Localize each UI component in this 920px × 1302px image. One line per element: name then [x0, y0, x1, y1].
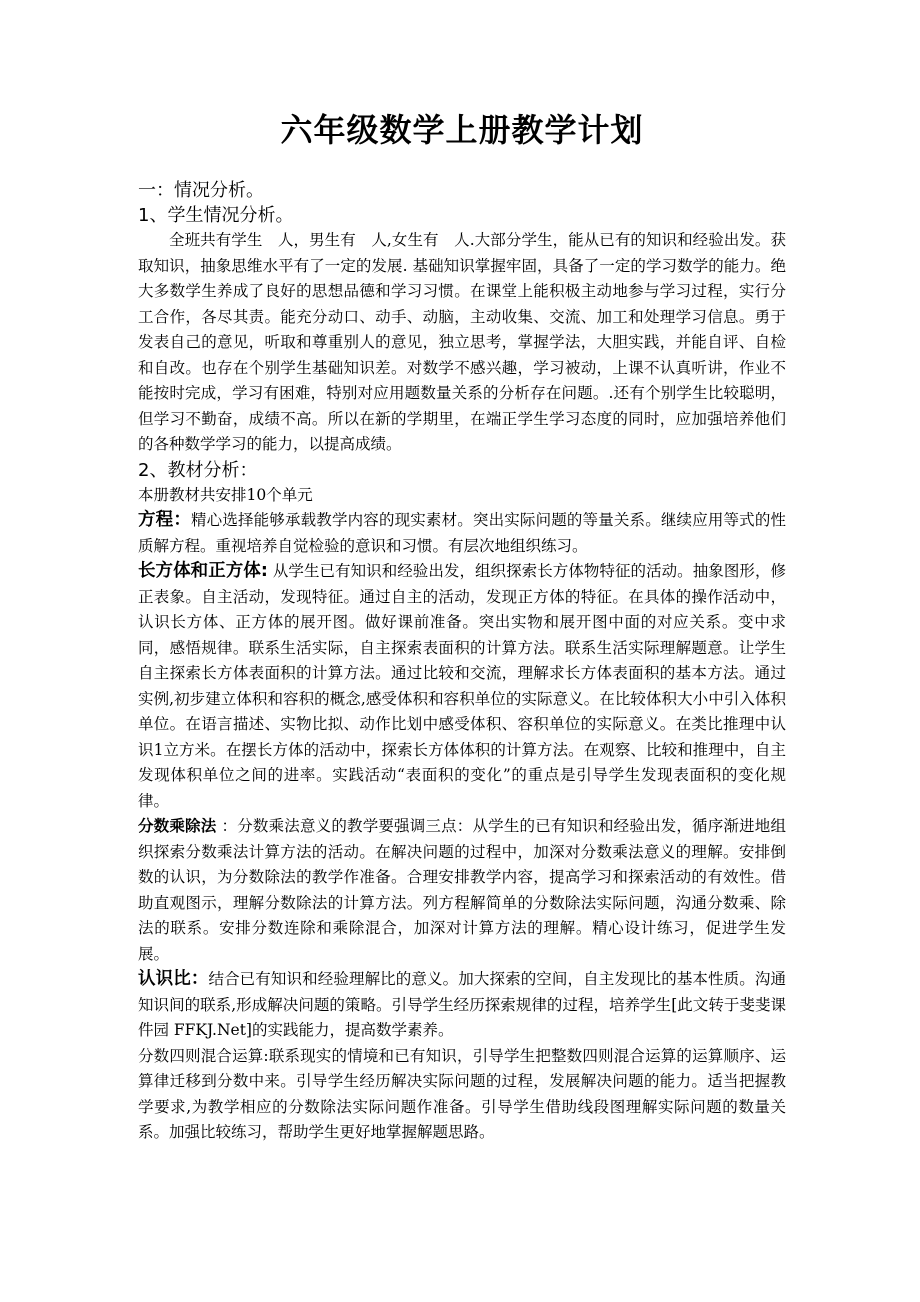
document-page	[138, 110, 786, 1146]
page-title: 六年级数学上册教学计划	[280, 111, 644, 149]
students-paragraph: 全班共有学生 人，男生有 人,女生有 人.大部分学生，能从已有的知识和经验出发。获取知识，抽象思维水平有了一定的发展. 基础知识掌握牢固，具备了一定的学习数学的能力。绝大多数学生养成了良好的思想品德和学习习惯。在课堂上能积极主动地参与学习过程，实行分工合作，各尽其责。能充分动口、动手、动脑，主动收集、交流、加工和处理学习信息。勇于发表自己的意见，听取和尊重别人的意见，独立思考，掌握学法，大胆实践，并能自评、自检和自改。也存在个别学生基础知识差。对数学不感兴趣，学习被动，上课不认真听讲，作业不能按时完成，学习有困难，特别对应用题数量关系的分析存在问题。.还有个别学生比较聪明，但学习不勤奋，成绩不高。所以在新的学期里，在端正学生学习态度的同时，应加强培养他们的各种数学学习的能力，以提高成绩。	[138, 231, 786, 453]
equation-label: 方程：	[138, 510, 191, 530]
equation-text: 精心选择能够承载教学内容的现实素材。突出实际问题的等量关系。继续应用等式的性质解方程。重视培养自觉检验的意识和习惯。有层次地组织练习。	[138, 511, 787, 555]
cuboid-paragraph	[138, 559, 786, 814]
ratio-label: 认识比：	[138, 969, 209, 989]
subheading-students: 1、学生情况分析。	[138, 205, 294, 226]
cuboid-label: 长方体和正方体:	[138, 561, 268, 581]
fraction-paragraph	[138, 814, 786, 967]
cuboid-text: 从学生已有知识和经验出发，组织探索长方体物特征的活动。抽象图形，修正表象。自主活动，发现特征。通过自主的活动，发现正方体的特征。在具体的操作活动中，认识长方体、正方体的展开图。做好课前准备。突出实物和展开图中面的对应关系。变中求同，感悟规律。联系生活实际，自主探索表面积的计算方法。联系生活实际理解题意。让学生自主探索长方体表面积的计算方法。通过比较和交流，理解求长方体表面积的基本方法。通过实例,初步建立体积和容积的概念,感受体积和容积单位的实际意义。在比较体积大小中引入体积单位。在语言描述、实物比拟、动作比划中感受体积、容积单位的实际意义。在类比推理中认识1立方米。在摆长方体的活动中，探索长方体体积的计算方法。在观察、比较和推理中，自主发现体积单位之间的进率。实践活动“表面积的变化”的重点是引导学生发现表面积的变化规律。	[138, 562, 786, 810]
ratio-paragraph	[138, 967, 786, 1044]
units-line: 本册教材共安排10个单元	[138, 485, 313, 504]
subheading-textbook: 2、教材分析：	[138, 459, 258, 481]
fraction-text: ：分数乘法意义的教学要强调三点：从学生的已有知识和经验出发，循序渐进地组织探索分数乘法计算方法的活动。在解决问题的过程中，加深对分数乘法意义的理解。安排倒数的认识，为分数除法的教学作准备。合理安排教学内容，提高学习和探索活动的有效性。借助直观图示，理解分数除法的计算方法。列方程解简单的分数除法实际问题，沟通分数乘、除法的联系。安排分数连除和乘除混合，加深对计算方法的理解。精心设计练习，促进学生发展。	[138, 817, 786, 963]
fraction-label: 分数乘除法	[138, 817, 217, 835]
equation-paragraph	[138, 508, 786, 559]
section-heading-situation: 一：情况分析。	[138, 180, 264, 201]
ratio-text: 结合已有知识和经验理解比的意义。加大探索的空间，自主发现比的基本性质。沟通知识间的联系,形成解决问题的策略。引导学生经历探索规律的过程，培养学生[此文转于斐斐课件园 FFKJ.Net]的实践能力，提高数学素养。	[138, 970, 786, 1039]
mixed-operations-paragraph: 分数四则混合运算:联系现实的情境和已有知识，引导学生把整数四则混合运算的运算顺序、运算律迁移到分数中来。引导学生经历解决实际问题的过程，发展解决问题的能力。适当把握教学要求,为教学相应的分数除法实际问题作准备。引导学生借助线段图理解实际问题的数量关系。加强比较练习，帮助学生更好地掌握解题思路。	[138, 1046, 786, 1141]
